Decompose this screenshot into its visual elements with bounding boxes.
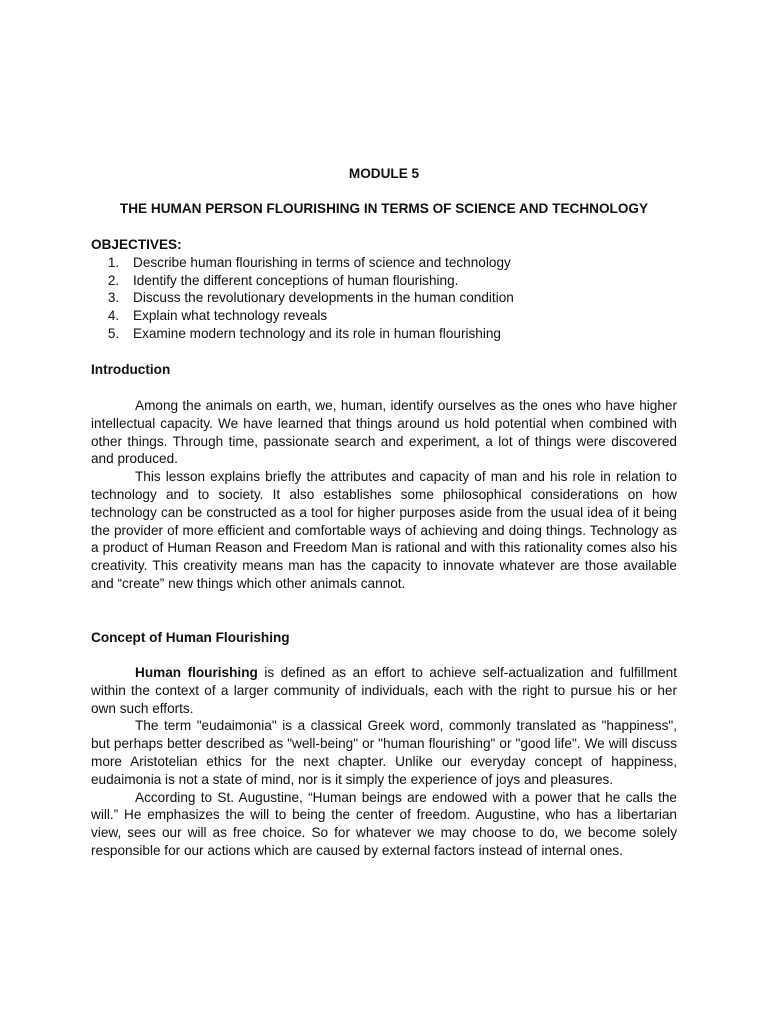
human-flourishing-term: Human flourishing [135, 665, 258, 680]
objective-item: 5. Examine modern technology and its role in human flourishing [123, 325, 691, 343]
module-label: MODULE 5 [348, 166, 420, 181]
objective-item: 4. Explain what technology reveals [123, 307, 691, 325]
concept-body [91, 664, 677, 860]
concept-heading: Concept of Human Flourishing [91, 630, 290, 645]
concept-paragraph: According to St. Augustine, “Human beings are endowed with a power that he calls the will.” He emphasizes the will to being the center of freedom. Augustine, who has a libertarian view, sees our will as free choice. So for whatever we may choose to do, we become solely responsible for our actions which are caused by external factors instead of internal ones. [91, 789, 677, 858]
introduction-heading: Introduction [91, 362, 171, 377]
objectives-heading: OBJECTIVES: [91, 237, 182, 252]
introduction-body [91, 397, 677, 593]
objectives-section [91, 236, 691, 343]
concept-paragraph [91, 664, 677, 717]
objectives-list [91, 254, 691, 343]
human-flourishing-definition: is defined as an effort to achieve self-actualization and fulfillment within the context of a larger community of individuals, each with the right to pursue his or her own such efforts. [91, 665, 677, 716]
objective-item: 2. Identify the different conceptions of human flourishing. [123, 272, 691, 290]
objective-item: 3. Discuss the revolutionary developments in the human condition [123, 289, 691, 307]
objective-item: 1. Describe human flourishing in terms of science and technology [123, 254, 691, 272]
concept-paragraph: The term "eudaimonia" is a classical Greek word, commonly translated as "happiness", but perhaps better described as "well-being" or "human flourishing" or "good life". We will discuss more Aristotelian ethics for the next chapter. Unlike our everyday concept of happiness, eudaimonia is not a state of mind, nor is it simply the experience of joys and pleasures. [91, 718, 677, 787]
introduction-paragraph: This lesson explains briefly the attributes and capacity of man and his role in relation to technology and to society. It also establishes some philosophical considerations on how technology can be constructed as a tool for higher purposes aside from the usual idea of it being the provider of more efficient and comfortable ways of achieving and doing things. Technology as a product of Human Reason and Freedom Man is rational and with this rationality comes also his creativity. This creativity means man has the capacity to innovate whatever are those available and “create” new things which other animals cannot. [91, 469, 677, 591]
introduction-paragraph: Among the animals on earth, we, human, identify ourselves as the ones who have higher intellectual capacity. We have learned that things around us hold potential when combined with other things. Through time, passionate search and experiment, a lot of things were discovered and produced. [91, 398, 677, 467]
page-title: THE HUMAN PERSON FLOURISHING IN TERMS OF SCIENCE AND TECHNOLOGY [119, 201, 649, 216]
